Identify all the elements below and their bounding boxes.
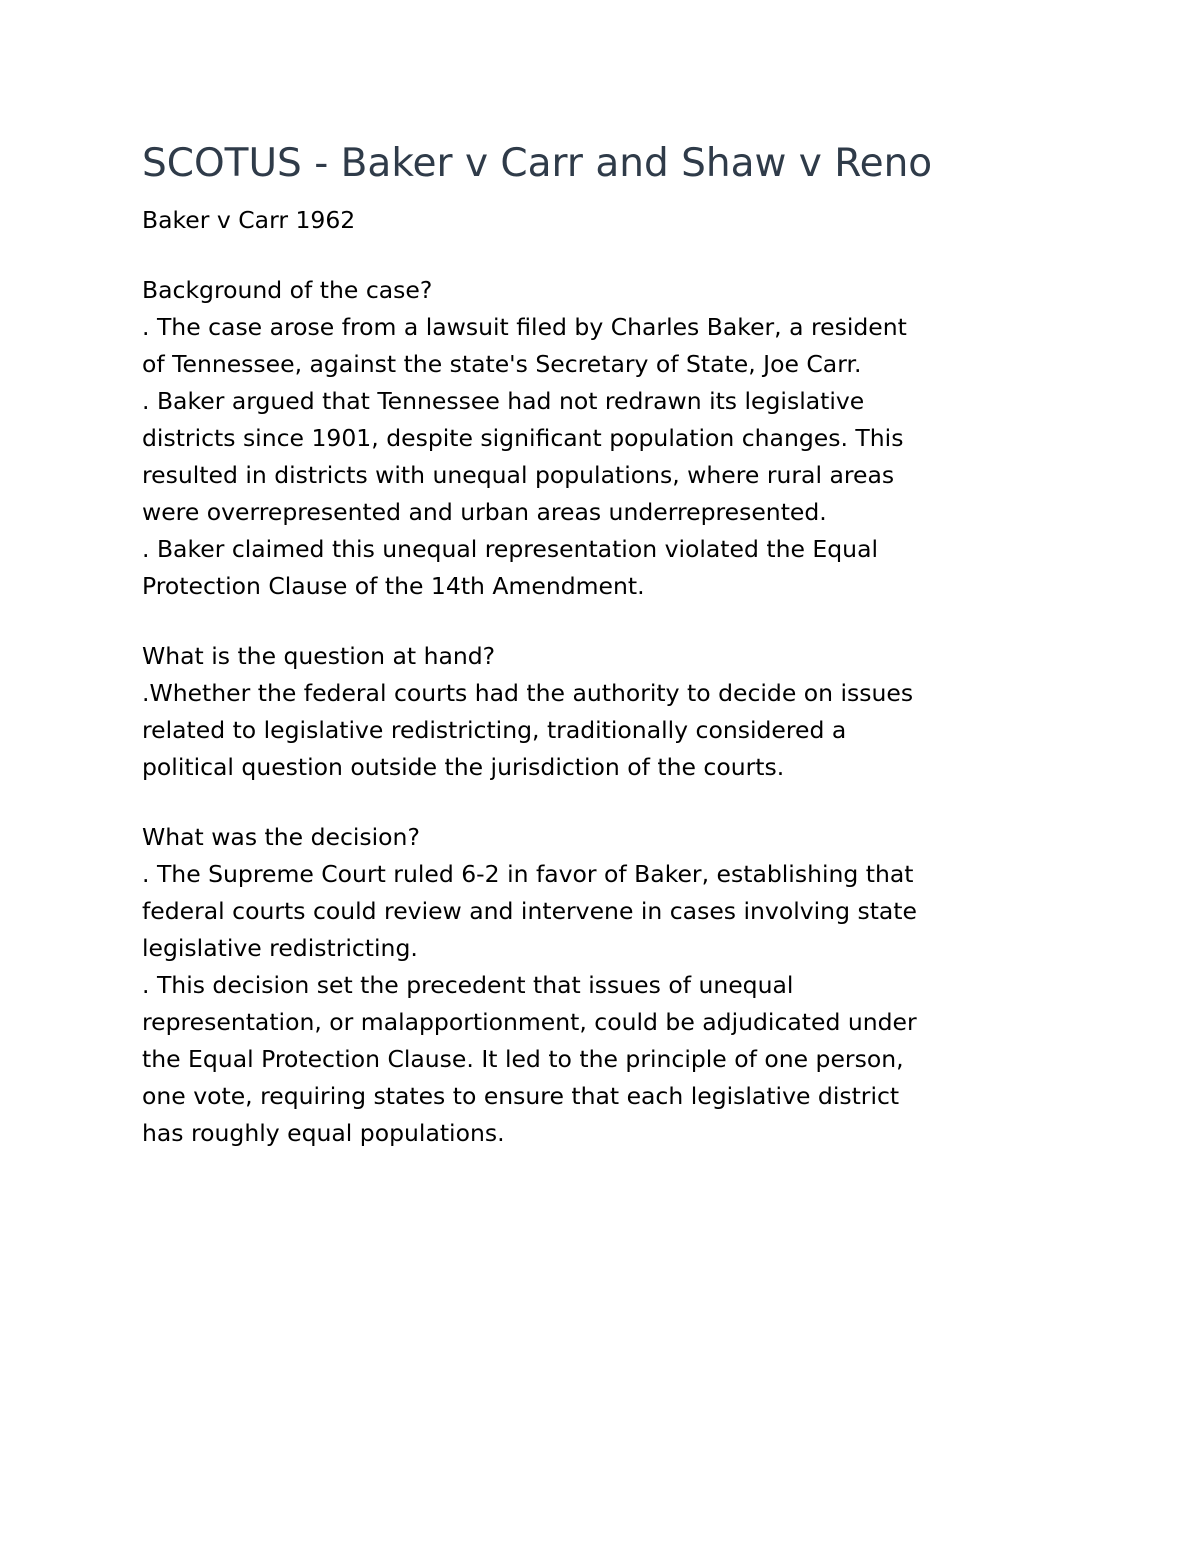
text-line: districts since 1901, despite significant population changes. This bbox=[142, 424, 904, 452]
section-background bbox=[142, 272, 1062, 605]
section-question bbox=[142, 638, 1062, 786]
text-line: related to legislative redistricting, traditionally considered a bbox=[142, 716, 847, 744]
text-line: resulted in districts with unequal populations, where rural areas bbox=[142, 461, 895, 489]
text-line: of Tennessee, against the state's Secretary of State, Joe Carr. bbox=[142, 350, 862, 378]
text-line: legislative redistricting. bbox=[142, 934, 418, 962]
text-line: has roughly equal populations. bbox=[142, 1119, 505, 1147]
text-line: . The Supreme Court ruled 6-2 in favor of Baker, establishing that bbox=[142, 860, 914, 888]
document-title: SCOTUS - Baker v Carr and Shaw v Reno bbox=[142, 141, 933, 186]
section-heading: What is the question at hand? bbox=[142, 642, 496, 670]
text-line: were overrepresented and urban areas underrepresented. bbox=[142, 498, 827, 526]
text-line: federal courts could review and intervene in cases involving state bbox=[142, 897, 917, 925]
section-heading: Background of the case? bbox=[142, 276, 433, 304]
text-line: the Equal Protection Clause. It led to the principle of one person, bbox=[142, 1045, 904, 1073]
text-line: . This decision set the precedent that issues of unequal bbox=[142, 971, 794, 999]
text-line: . Baker argued that Tennessee had not redrawn its legislative bbox=[142, 387, 865, 415]
document-content bbox=[142, 138, 1062, 1185]
section-decision bbox=[142, 819, 1062, 1152]
text-line: . Baker claimed this unequal representation violated the Equal bbox=[142, 535, 878, 563]
text-line: one vote, requiring states to ensure that each legislative district bbox=[142, 1082, 900, 1110]
text-line: Protection Clause of the 14th Amendment. bbox=[142, 572, 645, 600]
document-subtitle: Baker v Carr 1962 bbox=[142, 206, 356, 234]
section-heading: What was the decision? bbox=[142, 823, 420, 851]
text-line: representation, or malapportionment, could be adjudicated under bbox=[142, 1008, 917, 1036]
text-line: political question outside the jurisdiction of the courts. bbox=[142, 753, 785, 781]
text-line: .Whether the federal courts had the authority to decide on issues bbox=[142, 679, 914, 707]
text-line: . The case arose from a lawsuit filed by Charles Baker, a resident bbox=[142, 313, 907, 341]
